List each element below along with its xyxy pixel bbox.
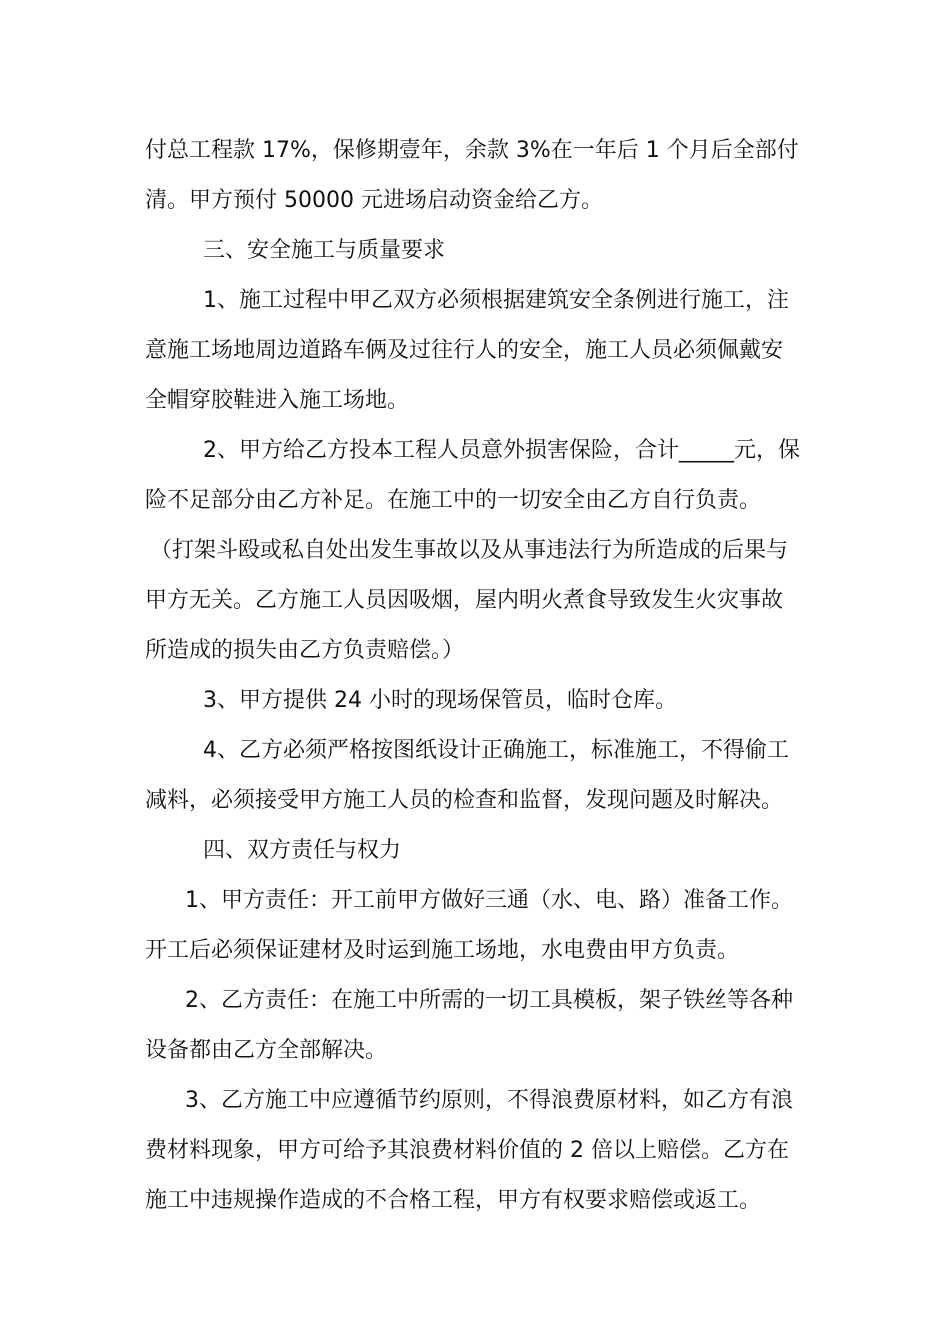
paragraph-line: 开工后必须保证建材及时运到施工场地，水电费由甲方负责。 — [145, 938, 740, 963]
paragraph-line: 付总工程款 17%，保修期壹年，余款 3%在一年后 1 个月后全部付 — [145, 138, 799, 163]
paragraph-line: 意施工场地周边道路车俩及过往行人的安全，施工人员必须佩戴安 — [145, 338, 784, 363]
paragraph-line: （打架斗殴或私自处出发生事故以及从事违法行为所造成的后果与 — [150, 538, 789, 563]
paragraph-line: 施工中违规操作造成的不合格工程，甲方有权要求赔偿或返工。 — [145, 1188, 762, 1213]
paragraph-line: 清。甲方预付 50000 元进场启动资金给乙方。 — [145, 188, 603, 213]
paragraph-line: 全帽穿胶鞋进入施工场地。 — [145, 388, 410, 413]
paragraph-line: 甲方无关。乙方施工人员因吸烟，屋内明火煮食导致发生火灾事故 — [145, 588, 784, 613]
paragraph-line: 2、乙方责任：在施工中所需的一切工具模板，架子铁丝等各种 — [185, 988, 793, 1013]
section-heading: 四、双方责任与权力 — [203, 838, 402, 863]
paragraph-line: 所造成的损失由乙方负责赔偿。） — [145, 638, 465, 663]
paragraph-line: 设备都由乙方全部解决。 — [145, 1038, 388, 1063]
section-heading: 三、安全施工与质量要求 — [203, 238, 446, 263]
paragraph-line: 减料，必须接受甲方施工人员的检查和监督，发现问题及时解决。 — [145, 788, 784, 813]
paragraph-line: 费材料现象，甲方可给予其浪费材料价值的 2 倍以上赔偿。乙方在 — [145, 1138, 789, 1163]
paragraph-line: 1、甲方责任：开工前甲方做好三通（水、电、路）准备工作。 — [185, 888, 793, 913]
paragraph-line: 1、施工过程中甲乙双方必须根据建筑安全条例进行施工，注 — [203, 288, 789, 313]
paragraph-line: 险不足部分由乙方补足。在施工中的一切安全由乙方自行负责。 — [145, 488, 762, 513]
paragraph-line: 3、甲方提供 24 小时的现场保管员，临时仓库。 — [203, 688, 677, 713]
paragraph-line: 4、乙方必须严格按图纸设计正确施工，标准施工，不得偷工 — [203, 738, 789, 763]
paragraph-line: 2、甲方给乙方投本工程人员意外损害保险，合计_____元，保 — [203, 438, 800, 463]
paragraph-line: 3、乙方施工中应遵循节约原则，不得浪费原材料，如乙方有浪 — [185, 1088, 793, 1113]
